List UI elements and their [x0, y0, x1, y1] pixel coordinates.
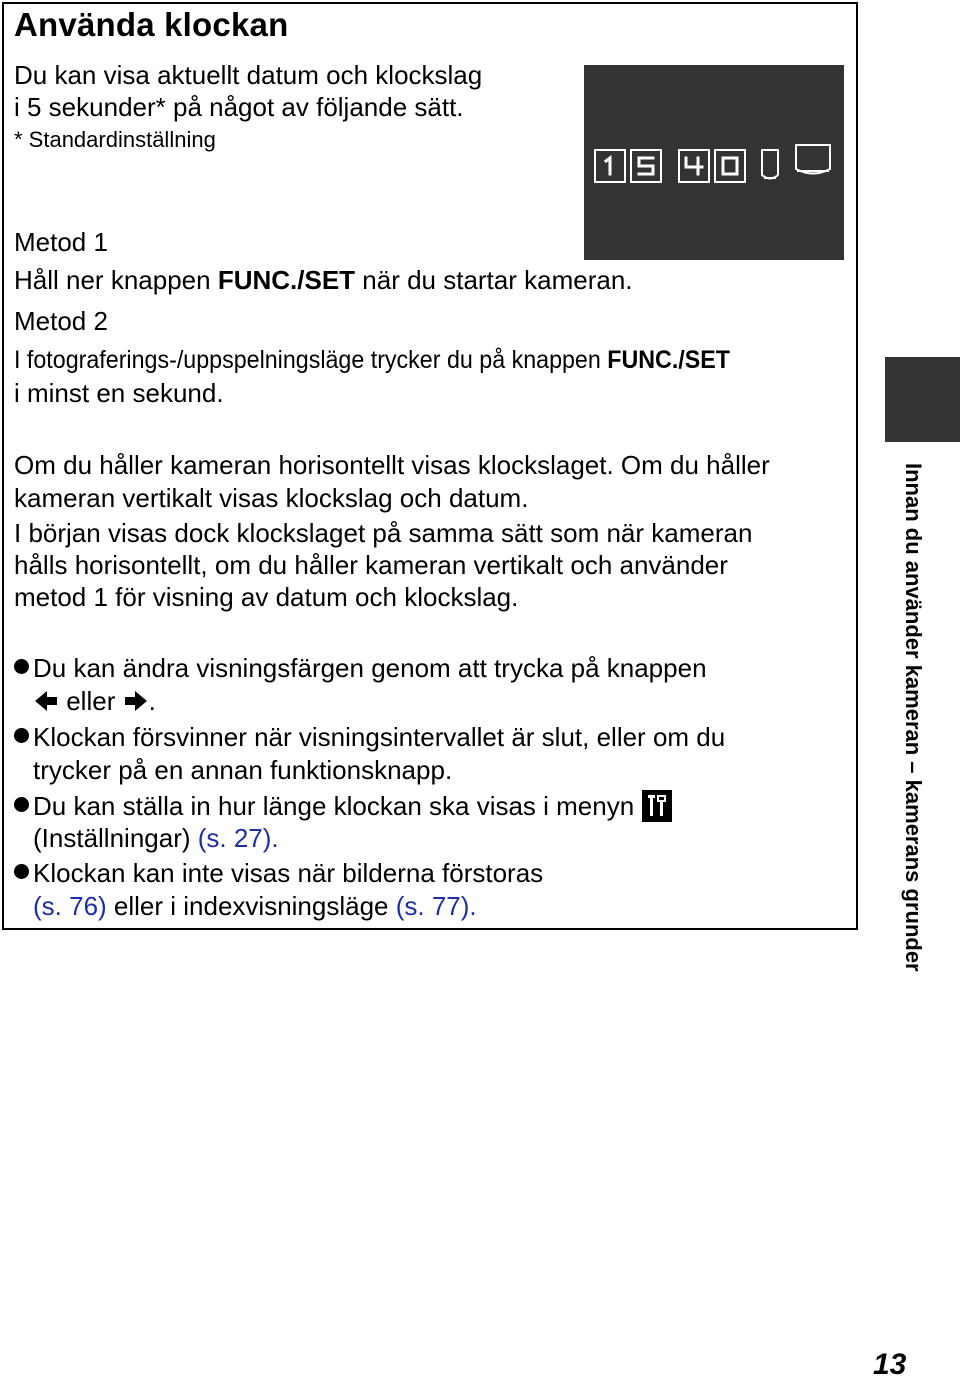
orientation-text-line-3: I början visas dock klockslaget på samma sätt som när kameran: [14, 518, 753, 548]
bullet-icon: [14, 659, 29, 674]
footnote: * Standardinställning: [14, 127, 216, 152]
intro-line-2: i 5 sekunder* på något av följande sätt.: [14, 92, 464, 122]
method-2-heading: Metod 2: [14, 306, 108, 336]
page-title: Använda klockan: [14, 6, 289, 43]
method-2-text-line-2: i minst en sekund.: [14, 378, 224, 408]
bullet-1-line-2: eller .: [33, 686, 156, 717]
method-2-text: I fotograferings-/uppspelningsläge trycker du på knappen FUNC./SET: [14, 346, 730, 374]
page-76-link[interactable]: (s. 76): [33, 891, 107, 921]
setup-menu-icon: [642, 790, 672, 822]
orientation-text-line-1: Om du håller kameran horisontellt visas klockslaget. Om du håller: [14, 450, 770, 480]
bullet-icon: [14, 864, 29, 879]
bullet-3-line-1: Du kan ställa in hur länge klockan ska visas i menyn: [14, 790, 672, 822]
left-arrow-icon: [33, 686, 59, 716]
method-1-text: Håll ner knappen FUNC./SET när du startar kameran.: [14, 265, 633, 295]
side-section-label: Innan du använder kameran – kamerans grunder: [901, 463, 926, 972]
clock-display-image: [584, 65, 844, 260]
bullet-4-line-1: Klockan kan inte visas när bilderna förstoras: [14, 858, 543, 889]
bullet-3-line-2: (Inställningar) (s. 27).: [33, 823, 279, 853]
intro-line-1: Du kan visa aktuellt datum och klockslag: [14, 60, 483, 90]
bullet-1-line-1: Du kan ändra visningsfärgen genom att trycka på knappen: [14, 653, 707, 684]
bullet-icon: [14, 728, 29, 743]
orientation-text-line-2: kameran vertikalt visas klockslag och datum.: [14, 483, 529, 513]
page-77-link[interactable]: (s. 77).: [395, 891, 477, 921]
orientation-text-line-5: metod 1 för visning av datum och klockslag.: [14, 582, 519, 612]
func-set-button-label: FUNC./SET: [217, 265, 356, 295]
page-27-link[interactable]: (s. 27).: [197, 823, 279, 853]
bullet-2-line-1: Klockan försvinner när visningsintervallet är slut, eller om du: [14, 722, 725, 753]
section-tab-marker: [885, 357, 960, 442]
right-arrow-icon: [123, 686, 149, 716]
method-1-heading: Metod 1: [14, 227, 108, 257]
page-number: 13: [873, 1348, 907, 1381]
bullet-4-line-2: (s. 76) eller i indexvisningsläge (s. 77).: [33, 891, 477, 921]
bullet-icon: [14, 797, 29, 812]
func-set-button-label: FUNC./SET: [607, 346, 730, 374]
orientation-text-line-4: hålls horisontellt, om du håller kameran vertikalt och använder: [14, 550, 728, 580]
bullet-2-line-2: trycker på en annan funktionsknapp.: [33, 755, 453, 785]
